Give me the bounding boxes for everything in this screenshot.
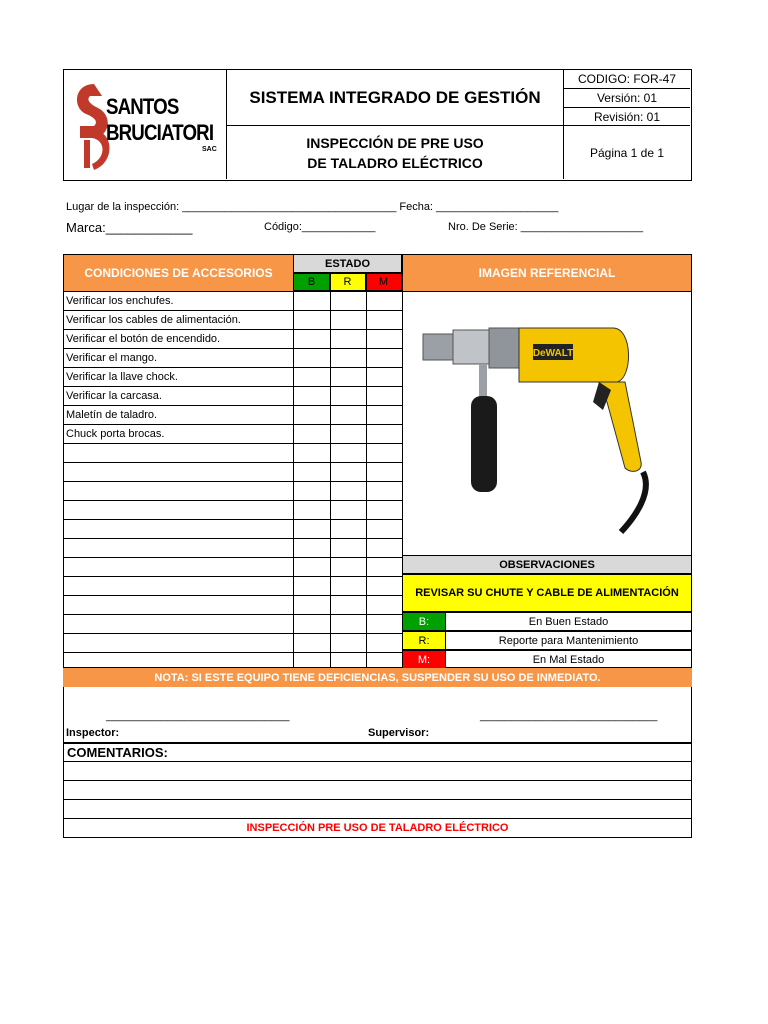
marca-field[interactable]: Marca:____________ — [66, 220, 193, 235]
supervisor-signature-line[interactable]: _____________________________ — [480, 710, 658, 722]
estado-b-checkbox[interactable] — [294, 596, 330, 614]
estado-r-header: R — [330, 273, 366, 291]
estado-m-checkbox[interactable] — [367, 292, 402, 310]
estado-b-checkbox[interactable] — [294, 311, 330, 329]
condition-row-label: Verificar el mango. — [66, 352, 158, 364]
estado-m-checkbox[interactable] — [367, 444, 402, 462]
conditions-header: CONDICIONES DE ACCESORIOS — [64, 255, 293, 291]
estado-r-checkbox[interactable] — [331, 444, 366, 462]
estado-m-checkbox[interactable] — [367, 501, 402, 519]
form-title-line1: INSPECCIÓN DE PRE USO — [306, 134, 484, 151]
estado-b-checkbox[interactable] — [294, 634, 330, 652]
logo-text-line2: BRUCIATORI — [106, 120, 214, 145]
estado-m-checkbox[interactable] — [367, 425, 402, 443]
comment-line-1[interactable] — [63, 762, 692, 781]
page-number: Página 1 de 1 — [589, 145, 665, 160]
estado-r-checkbox[interactable] — [331, 387, 366, 405]
observaciones-title: OBSERVACIONES — [402, 555, 692, 574]
condition-row-label: Chuck porta brocas. — [66, 428, 165, 440]
estado-r-checkbox[interactable] — [331, 349, 366, 367]
company-logo — [64, 70, 227, 179]
condition-row-label: Maletín de taladro. — [66, 409, 158, 421]
legend-code: M: — [402, 650, 446, 669]
drill-icon — [403, 292, 691, 555]
legend-label: En Buen Estado — [446, 612, 692, 631]
estado-m-checkbox[interactable] — [367, 330, 402, 348]
estado-b-checkbox[interactable] — [294, 577, 330, 595]
estado-r-checkbox[interactable] — [331, 463, 366, 481]
drill-brand-label: DeWALT — [532, 348, 574, 359]
comentarios-title: COMENTARIOS: — [63, 743, 692, 762]
estado-b-checkbox[interactable] — [294, 349, 330, 367]
estado-m-checkbox[interactable] — [367, 558, 402, 576]
estado-m-checkbox[interactable] — [367, 615, 402, 633]
estado-m-header: M — [366, 273, 402, 291]
col-divider-r — [330, 273, 331, 668]
legend-code: R: — [402, 631, 446, 650]
estado-m-checkbox[interactable] — [367, 406, 402, 424]
estado-m-checkbox[interactable] — [367, 634, 402, 652]
comment-line-2[interactable] — [63, 781, 692, 800]
estado-r-checkbox[interactable] — [331, 577, 366, 595]
logo-suffix: SAC — [202, 146, 217, 153]
estado-b-checkbox[interactable] — [294, 539, 330, 557]
estado-r-checkbox[interactable] — [331, 539, 366, 557]
system-title: SISTEMA INTEGRADO DE GESTIÓN — [227, 70, 564, 126]
estado-m-checkbox[interactable] — [367, 387, 402, 405]
nota-banner: NOTA: SI ESTE EQUIPO TIENE DEFICIENCIAS, SUSPENDER SU USO DE INMEDIATO. — [63, 668, 692, 687]
condition-row-label: Verificar el botón de encendido. — [66, 333, 221, 345]
logo-text-line1: SANTOS — [106, 94, 179, 119]
estado-r-checkbox[interactable] — [331, 558, 366, 576]
estado-b-checkbox[interactable] — [294, 425, 330, 443]
estado-b-checkbox[interactable] — [294, 501, 330, 519]
serie-field[interactable]: Nro. De Serie: ____________________ — [448, 221, 644, 233]
lugar-fecha-field[interactable]: Lugar de la inspección: ___________________________________ Fecha: ____________________ — [66, 201, 559, 213]
estado-r-checkbox[interactable] — [331, 292, 366, 310]
codigo-field[interactable]: Código:____________ — [264, 221, 376, 233]
estado-r-checkbox[interactable] — [331, 311, 366, 329]
condition-row-label: Verificar los cables de alimentación. — [66, 314, 241, 326]
estado-b-checkbox[interactable] — [294, 292, 330, 310]
legend-code: B: — [402, 612, 446, 631]
estado-r-checkbox[interactable] — [331, 482, 366, 500]
form-code: CODIGO: FOR-47 — [564, 70, 690, 89]
comment-line-3[interactable] — [63, 800, 692, 819]
estado-m-checkbox[interactable] — [367, 482, 402, 500]
estado-b-checkbox[interactable] — [294, 368, 330, 386]
estado-m-checkbox[interactable] — [367, 539, 402, 557]
estado-r-checkbox[interactable] — [331, 615, 366, 633]
estado-r-checkbox[interactable] — [331, 520, 366, 538]
estado-b-checkbox[interactable] — [294, 558, 330, 576]
estado-m-checkbox[interactable] — [367, 577, 402, 595]
observaciones-text: REVISAR SU CHUTE Y CABLE DE ALIMENTACIÓN — [402, 574, 692, 612]
estado-m-checkbox[interactable] — [367, 596, 402, 614]
estado-b-checkbox[interactable] — [294, 406, 330, 424]
estado-b-checkbox[interactable] — [294, 482, 330, 500]
condition-row-label: Verificar la carcasa. — [66, 390, 162, 402]
inspector-signature-line[interactable]: ______________________________ — [106, 710, 290, 722]
estado-b-checkbox[interactable] — [294, 615, 330, 633]
estado-b-checkbox[interactable] — [294, 463, 330, 481]
estado-r-checkbox[interactable] — [331, 501, 366, 519]
estado-b-checkbox[interactable] — [294, 387, 330, 405]
estado-r-checkbox[interactable] — [331, 330, 366, 348]
estado-m-checkbox[interactable] — [367, 349, 402, 367]
condition-row-label: Verificar los enchufes. — [66, 295, 174, 307]
inspector-label: Inspector: — [66, 727, 120, 739]
footer-title: INSPECCIÓN PRE USO DE TALADRO ELÉCTRICO — [63, 819, 692, 838]
estado-header: ESTADO — [293, 255, 402, 273]
legend-label: Reporte para Mantenimiento — [446, 631, 692, 650]
estado-m-checkbox[interactable] — [367, 368, 402, 386]
form-header — [63, 69, 692, 181]
image-header: IMAGEN REFERENCIAL — [402, 255, 691, 291]
estado-b-checkbox[interactable] — [294, 520, 330, 538]
legend-label: En Mal Estado — [446, 650, 692, 669]
form-title-line2: DE TALADRO ELÉCTRICO — [307, 154, 483, 171]
form-revision: Revisión: 01 — [564, 108, 690, 126]
col-divider-m — [366, 273, 367, 668]
estado-m-checkbox[interactable] — [367, 311, 402, 329]
condition-row-label: Verificar la llave chock. — [66, 371, 178, 383]
form-title — [227, 126, 564, 179]
estado-b-checkbox[interactable] — [294, 444, 330, 462]
estado-m-checkbox[interactable] — [367, 520, 402, 538]
estado-b-header: B — [293, 273, 330, 291]
drill-image — [403, 292, 691, 555]
estado-b-checkbox[interactable] — [294, 330, 330, 348]
estado-r-checkbox[interactable] — [331, 596, 366, 614]
supervisor-label: Supervisor: — [368, 727, 430, 739]
form-version: Versión: 01 — [564, 89, 690, 108]
estado-r-checkbox[interactable] — [331, 634, 366, 652]
estado-r-checkbox[interactable] — [331, 425, 366, 443]
estado-m-checkbox[interactable] — [367, 463, 402, 481]
estado-r-checkbox[interactable] — [331, 406, 366, 424]
estado-r-checkbox[interactable] — [331, 368, 366, 386]
col-divider-b — [293, 291, 294, 668]
